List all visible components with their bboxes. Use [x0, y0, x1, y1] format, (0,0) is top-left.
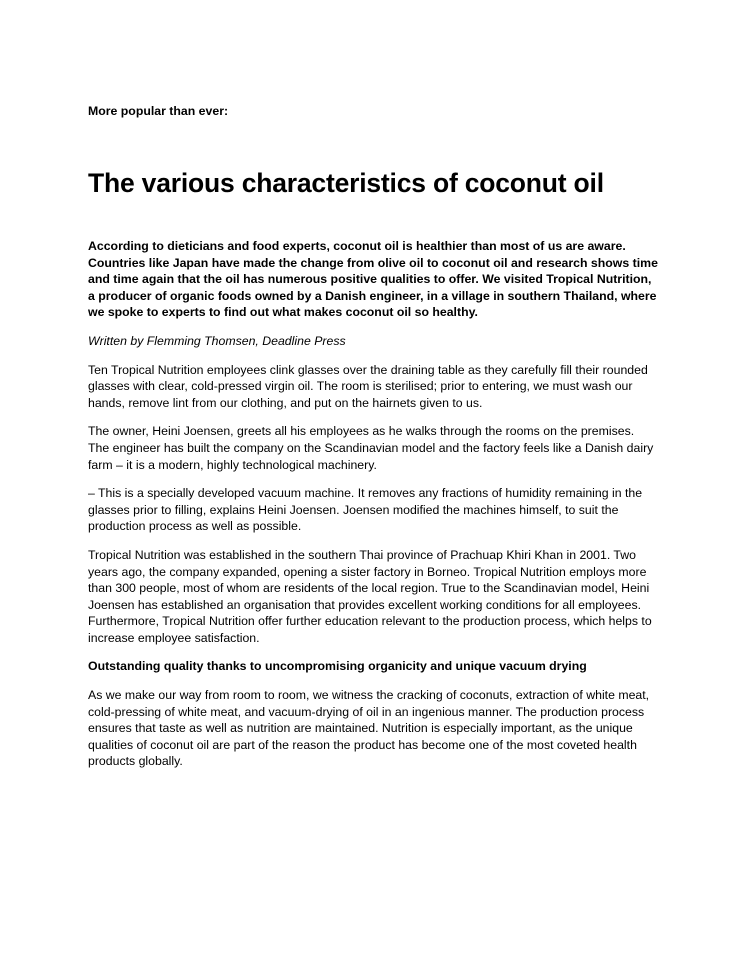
body-paragraph-1: Ten Tropical Nutrition employees clink glasses over the draining table as they carefully fill their rounded glasses with clear, cold-pressed virgin oil. The room is sterilised; prior to entering, we must wash our hands, remove lint from our clothing, and put on the hairnets given to us.: [88, 362, 648, 410]
body-paragraph-4: Tropical Nutrition was established in the southern Thai province of Prachuap Khiri Khan in 2001. Two years ago, the company expanded, opening a sister factory in Borneo. Tropical Nutrition employs more than 300 people, most of whom are residents of the local region. True to the Scandinavian model, Heini Joensen has established an organisation that provides excellent working conditions for all employees. Furthermore, Tropical Nutrition offer further education relevant to the production process, which helps to increase employee satisfaction.: [88, 547, 652, 645]
body-paragraph-3: – This is a specially developed vacuum machine. It removes any fractions of humidity remaining in the glasses prior to filling, explains Heini Joensen. Joensen modified the machines himself, to suit the production process as well as possible.: [88, 486, 643, 534]
article-headline: The various characteristics of coconut oil: [88, 168, 604, 198]
body-paragraph-5: As we make our way from room to room, we witness the cracking of coconuts, extraction of white meat, cold-pressing of white meat, and vacuum-drying of oil in an ingenious manner. The production process ensures that taste as well as nutrition are maintained. Nutrition is especially important, as the unique qualities of coconut oil are part of the reason the product has become one of the most coveted health products globally.: [88, 688, 650, 769]
article-body: [88, 238, 658, 782]
article-byline: Written by Flemming Thomsen, Deadline Press: [88, 333, 346, 348]
article-lede: According to dieticians and food experts, coconut oil is healthier than most of us are aware. Countries like Japan have made the change from olive oil to coconut oil and research shows time and time again that the oil has numerous positive qualities to offer. We visited Tropical Nutrition, a producer of organic foods owned by a Danish engineer, in a village in southern Thailand, where we spoke to experts to find out what makes coconut oil so healthy.: [88, 239, 658, 320]
article-kicker: More popular than ever:: [88, 104, 229, 118]
section-subheading: Outstanding quality thanks to uncompromising organicity and unique vacuum drying: [88, 659, 587, 674]
body-paragraph-2: The owner, Heini Joensen, greets all his employees as he walks through the rooms on the premises. The engineer has built the company on the Scandinavian model and the factory feels like a Danish dairy farm – it is a modern, highly technological machinery.: [88, 424, 654, 472]
